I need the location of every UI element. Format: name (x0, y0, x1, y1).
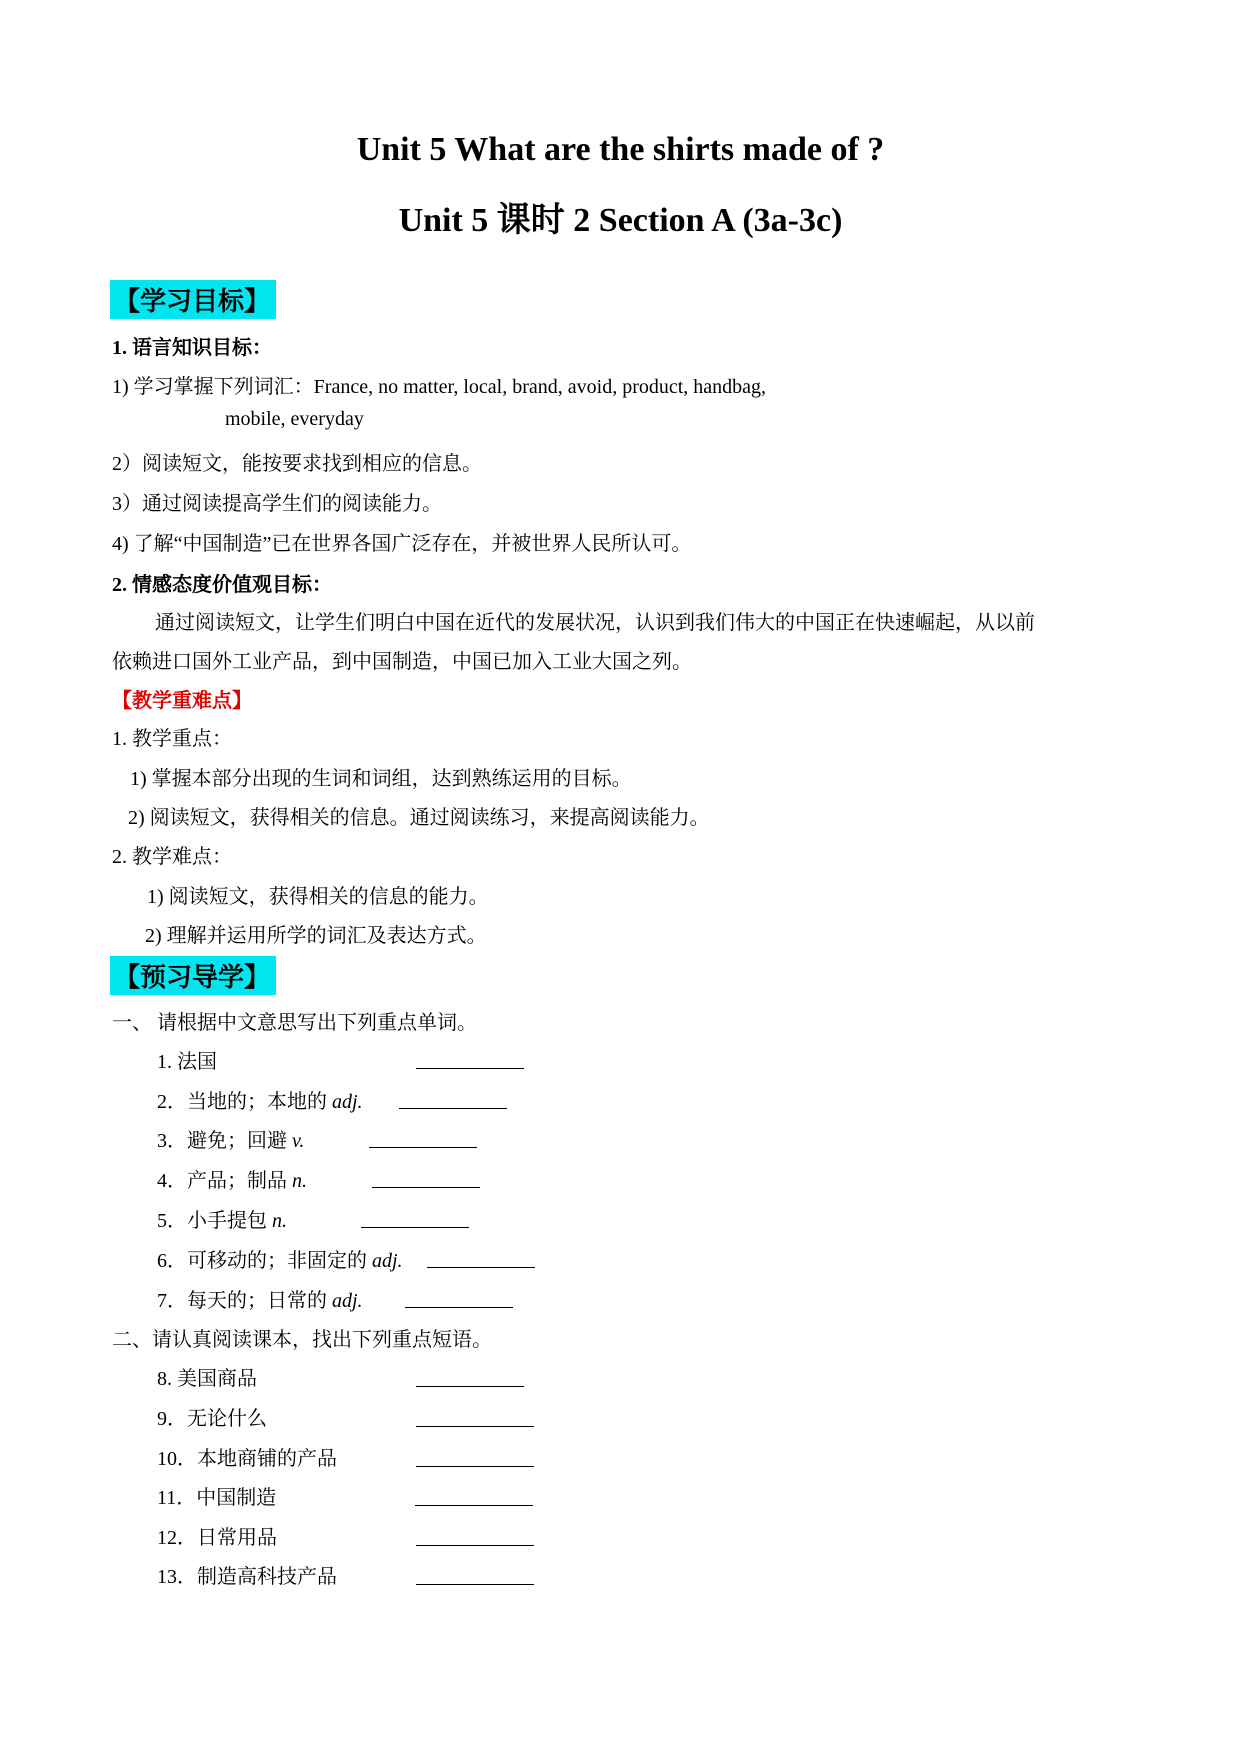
focus-item-1: 1) 掌握本部分出现的生词和词组，达到熟练运用的目标。 (130, 768, 632, 790)
preview-tag: 【预习导学】 (110, 956, 276, 995)
emotion-heading: 2. 情感态度价值观目标： (112, 574, 332, 596)
phrase-item: 8. 美国商品 (157, 1368, 257, 1390)
phrase-item: 11．中国制造 (157, 1487, 277, 1509)
answer-blank[interactable] (416, 1545, 534, 1546)
phrase-item: 10．本地商铺的产品 (157, 1448, 337, 1470)
word-item: 4．产品；制品 n. (157, 1170, 307, 1192)
phrase-item: 12．日常用品 (157, 1527, 277, 1549)
objective-1-line1: 1) 学习掌握下列词汇：France, no matter, local, brand, avoid, product, handbag, (112, 376, 767, 398)
answer-blank[interactable] (415, 1505, 533, 1506)
answer-blank[interactable] (416, 1426, 534, 1427)
word-item: 7．每天的；日常的 adj. (157, 1290, 363, 1312)
difficulty-item-2: 2) 理解并运用所学的词汇及表达方式。 (145, 925, 487, 947)
answer-blank[interactable] (399, 1108, 507, 1109)
word-item: 3．避免；回避 v. (157, 1130, 305, 1152)
answer-blank[interactable] (427, 1267, 535, 1268)
objectives-tag: 【学习目标】 (110, 280, 276, 319)
answer-blank[interactable] (416, 1386, 524, 1387)
answer-blank[interactable] (372, 1187, 480, 1188)
emotion-line1: 通过阅读短文，让学生们明白中国在近代的发展状况，认识到我们伟大的中国正在快速崛起，从以前 (155, 612, 1035, 634)
answer-blank[interactable] (405, 1307, 513, 1308)
answer-blank[interactable] (369, 1147, 477, 1148)
difficulty-heading: 2. 教学难点： (112, 846, 232, 868)
word-item: 5．小手提包 n. (157, 1210, 287, 1232)
knowledge-heading: 1. 语言知识目标： (112, 337, 272, 359)
part2-heading: 二、请认真阅读课本，找出下列重点短语。 (112, 1329, 492, 1351)
objective-3: 3）通过阅读提高学生们的阅读能力。 (112, 493, 442, 515)
focus-heading: 1. 教学重点： (112, 728, 232, 750)
emotion-line2: 依赖进口国外工业产品，到中国制造，中国已加入工业大国之列。 (112, 651, 692, 673)
word-item: 1. 法国 (157, 1051, 217, 1073)
phrase-item: 13．制造高科技产品 (157, 1566, 337, 1588)
answer-blank[interactable] (416, 1466, 534, 1467)
answer-blank[interactable] (416, 1068, 524, 1069)
objective-2: 2）阅读短文，能按要求找到相应的信息。 (112, 453, 482, 475)
word-item: 2．当地的；本地的 adj. (157, 1091, 363, 1113)
difficulty-item-1: 1) 阅读短文，获得相关的信息的能力。 (147, 886, 489, 908)
objective-1-line2: mobile, everyday (225, 408, 364, 430)
answer-blank[interactable] (361, 1227, 469, 1228)
page-subtitle: Unit 5 课时 2 Section A (3a-3c) (398, 202, 843, 239)
objective-4: 4) 了解“中国制造”已在世界各国广泛存在，并被世界人民所认可。 (112, 533, 692, 555)
focus-item-2: 2) 阅读短文，获得相关的信息。通过阅读练习，来提高阅读能力。 (128, 807, 710, 829)
word-item: 6．可移动的；非固定的 adj. (157, 1250, 403, 1272)
part1-heading: 一、 请根据中文意思写出下列重点单词。 (112, 1012, 477, 1034)
phrase-item: 9．无论什么 (157, 1408, 267, 1430)
answer-blank[interactable] (416, 1584, 534, 1585)
key-points-tag: 【教学重难点】 (112, 690, 252, 712)
page-title: Unit 5 What are the shirts made of ? (356, 131, 885, 168)
